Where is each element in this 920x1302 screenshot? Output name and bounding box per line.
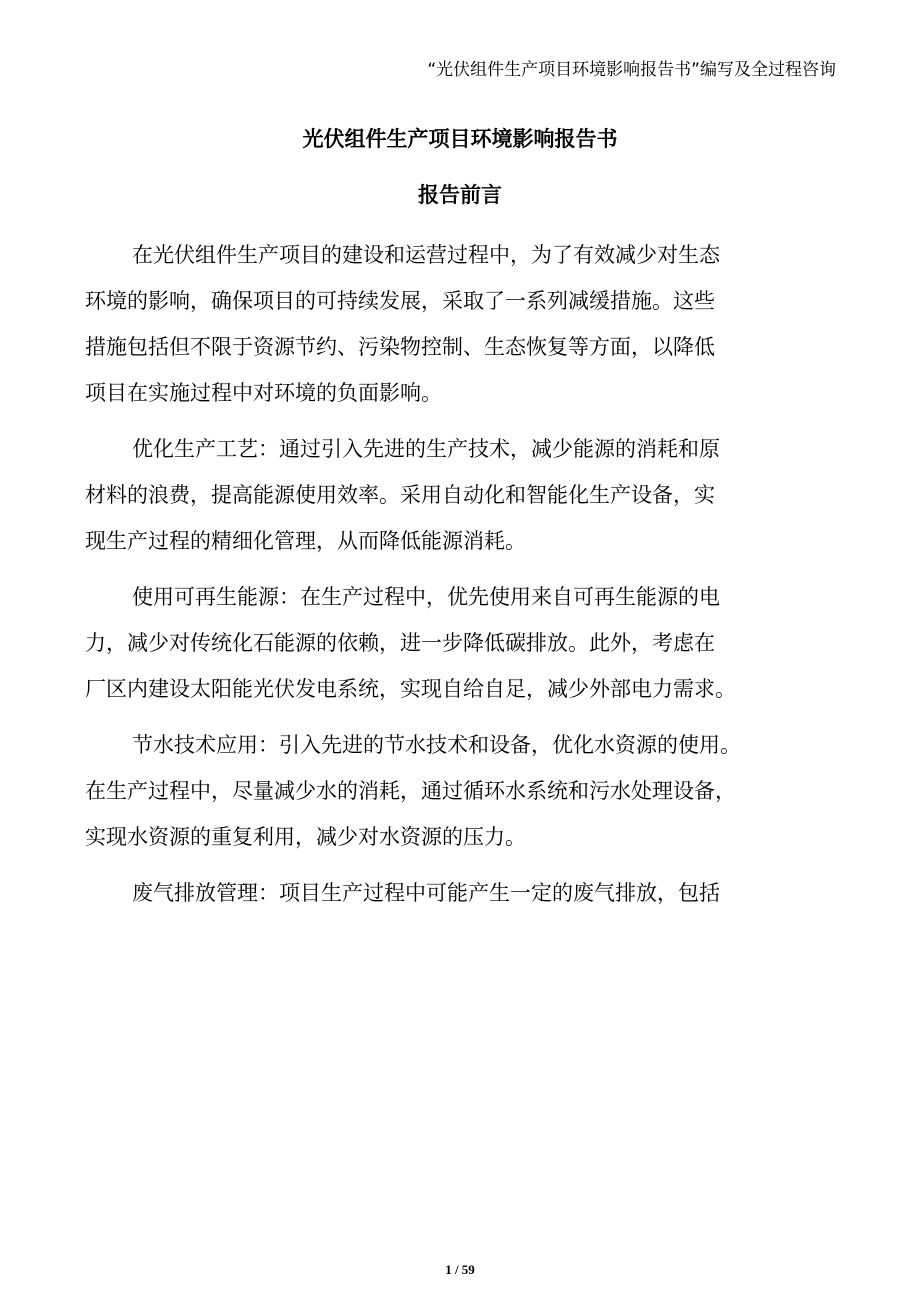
paragraph-line: 在生产过程中，尽量减少水的消耗，通过循环水系统和污水处理设备，	[85, 779, 736, 803]
paragraph-renewable-energy	[85, 574, 845, 712]
paragraph-line: 材料的浪费，提高能源使用效率。采用自动化和智能化生产设备，实	[85, 483, 715, 507]
running-header: “光伏组件生产项目环境影响报告书”编写及全过程咨询	[427, 60, 836, 80]
paragraph-process-optimization	[85, 426, 845, 564]
paragraph-line: 厂区内建设太阳能光伏发电系统，实现自给自足，减少外部电力需求。	[85, 677, 736, 701]
paragraph-intro	[85, 232, 845, 416]
paragraph-line: 使用可再生能源：在生产过程中，优先使用来自可再生能源的电	[132, 585, 720, 609]
paragraph-line: 优化生产工艺：通过引入先进的生产技术，减少能源的消耗和原	[132, 437, 720, 461]
paragraph-line: 废气排放管理：项目生产过程中可能产生一定的废气排放，包括	[132, 881, 720, 905]
page-number: 1 / 59	[445, 1262, 475, 1277]
document-title: 光伏组件生产项目环境影响报告书	[302, 127, 618, 151]
paragraph-line: 环境的影响，确保项目的可持续发展，采取了一系列减缓措施。这些	[85, 289, 715, 313]
paragraph-water-saving	[85, 722, 845, 860]
paragraph-line: 在光伏组件生产项目的建设和运营过程中，为了有效减少对生态	[132, 243, 720, 267]
body-text	[85, 232, 845, 926]
paragraph-line: 力，减少对传统化石能源的依赖，进一步降低碳排放。此外，考虑在	[85, 631, 715, 655]
paragraph-line: 项目在实施过程中对环境的负面影响。	[85, 381, 442, 405]
paragraph-line: 节水技术应用：引入先进的节水技术和设备，优化水资源的使用。	[132, 733, 741, 757]
paragraph-line: 实现水资源的重复利用，减少对水资源的压力。	[85, 825, 526, 849]
paragraph-exhaust-gas	[85, 870, 845, 916]
paragraph-line: 现生产过程的精细化管理，从而降低能源消耗。	[85, 529, 526, 553]
paragraph-line: 措施包括但不限于资源节约、污染物控制、生态恢复等方面，以降低	[85, 335, 715, 359]
section-title: 报告前言	[418, 183, 502, 207]
